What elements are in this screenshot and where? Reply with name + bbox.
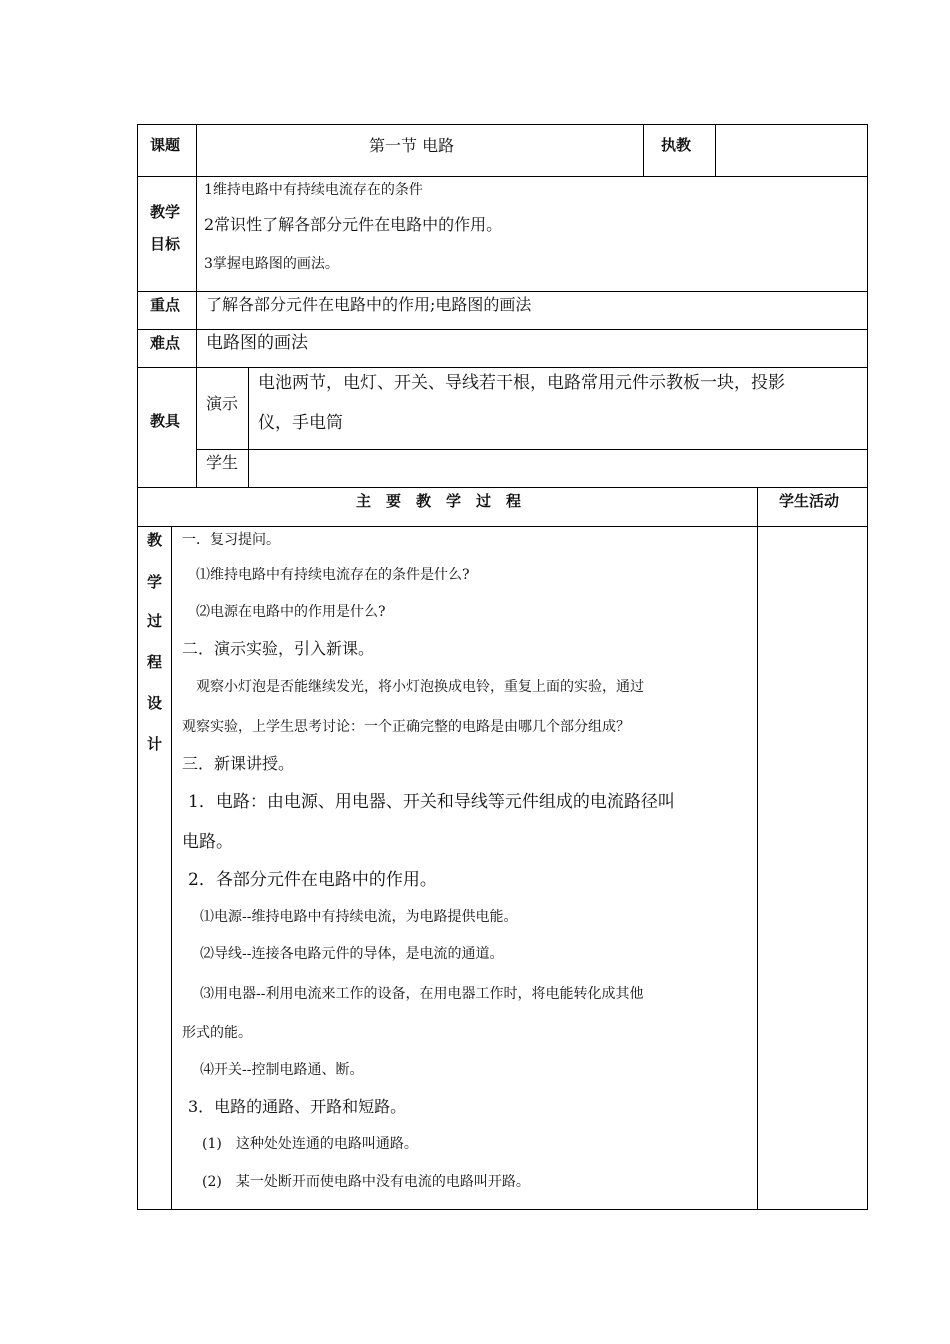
demo-value-line2: 仪，手电筒 (258, 413, 343, 433)
table-border-left (137, 124, 138, 1210)
process-line: ⑴电源--维持电路中有持续电流，为电路提供电能。 (200, 909, 518, 925)
demo-value-line1: 电池两节，电灯、开关、导线若干根，电路常用元件示教板一块，投影 (258, 373, 785, 393)
process-line: ⑵电源在电路中的作用是什么? (196, 604, 386, 620)
process-line: ⑷开关--控制电路通、断。 (200, 1062, 364, 1078)
teaching-aids-label: 教具 (150, 412, 181, 430)
process-line: 3．电路的通路、开路和短路。 (188, 1097, 407, 1116)
objective-item: 1维持电路中有持续电流存在的条件 (204, 182, 423, 198)
row-divider (137, 367, 868, 368)
row-divider (137, 329, 868, 330)
col-divider (171, 526, 172, 1210)
process-line: 观察小灯泡是否能继续发光，将小灯泡换成电铃，重复上面的实验，通过 (196, 679, 644, 695)
process-line: 一．复习提问。 (182, 532, 280, 548)
topic-label: 课题 (150, 136, 181, 154)
row-divider (137, 291, 868, 292)
col-divider (248, 367, 249, 488)
process-side-char: 计 (147, 735, 163, 753)
process-side-char: 教 (147, 531, 163, 549)
process-line: 电路。 (182, 832, 233, 852)
process-side-char: 程 (147, 653, 163, 671)
process-line: ⑶用电器--利用电流来工作的设备，在用电器工作时，将电能转化成其他 (200, 986, 644, 1002)
process-line: 形式的能。 (182, 1025, 252, 1041)
row-divider (196, 449, 868, 450)
student-label: 学生 (206, 453, 239, 472)
table-border-bottom (137, 1209, 868, 1210)
table-border-right (867, 124, 868, 1210)
process-line: (2) 某一处断开而使电路中没有电流的电路叫开路。 (202, 1174, 530, 1190)
process-line: 2．各部分元件在电路中的作用。 (188, 870, 437, 890)
process-line: 观察实验，上学生思考讨论：一个正确完整的电路是由哪几个部分组成？ (182, 719, 630, 735)
row-divider (137, 526, 868, 527)
topic-value: 第一节 电路 (369, 136, 455, 155)
difficulty-value: 电路图的画法 (206, 333, 308, 353)
row-divider (137, 487, 868, 488)
table-border-top (137, 124, 868, 125)
process-line: 三．新课讲授。 (182, 754, 295, 773)
teacher-label: 执教 (661, 136, 692, 154)
student-activity-label: 学生活动 (779, 492, 840, 510)
col-divider (757, 487, 758, 1210)
process-line: 1．电路：由电源、用电器、开关和导线等元件组成的电流路径叫 (188, 792, 675, 812)
col-divider (196, 124, 197, 488)
demo-label: 演示 (206, 394, 239, 413)
process-title: 主 要 教 学 过 程 (356, 492, 522, 510)
key-points-label: 重点 (150, 296, 181, 314)
process-side-char: 过 (147, 612, 163, 630)
objectives-label-line2: 目标 (150, 235, 181, 253)
difficulty-label: 难点 (150, 334, 181, 352)
process-line: ⑴维持电路中有持续电流存在的条件是什么? (196, 567, 470, 583)
process-side-char: 学 (147, 573, 163, 591)
key-points-value: 了解各部分元件在电路中的作用;电路图的画法 (206, 295, 532, 314)
objective-item: 3掌握电路图的画法。 (204, 256, 339, 272)
process-line: (1) 这种处处连通的电路叫通路。 (202, 1136, 418, 1152)
process-side-char: 设 (147, 694, 163, 712)
process-line: 二．演示实验，引入新课。 (182, 639, 375, 658)
objectives-label-line1: 教学 (150, 203, 181, 221)
process-line: ⑵导线--连接各电路元件的导体，是电流的通道。 (200, 946, 504, 962)
row-divider (137, 176, 868, 177)
col-divider (715, 124, 716, 177)
objective-item: 2常识性了解各部分元件在电路中的作用。 (204, 215, 503, 234)
col-divider (643, 124, 644, 177)
